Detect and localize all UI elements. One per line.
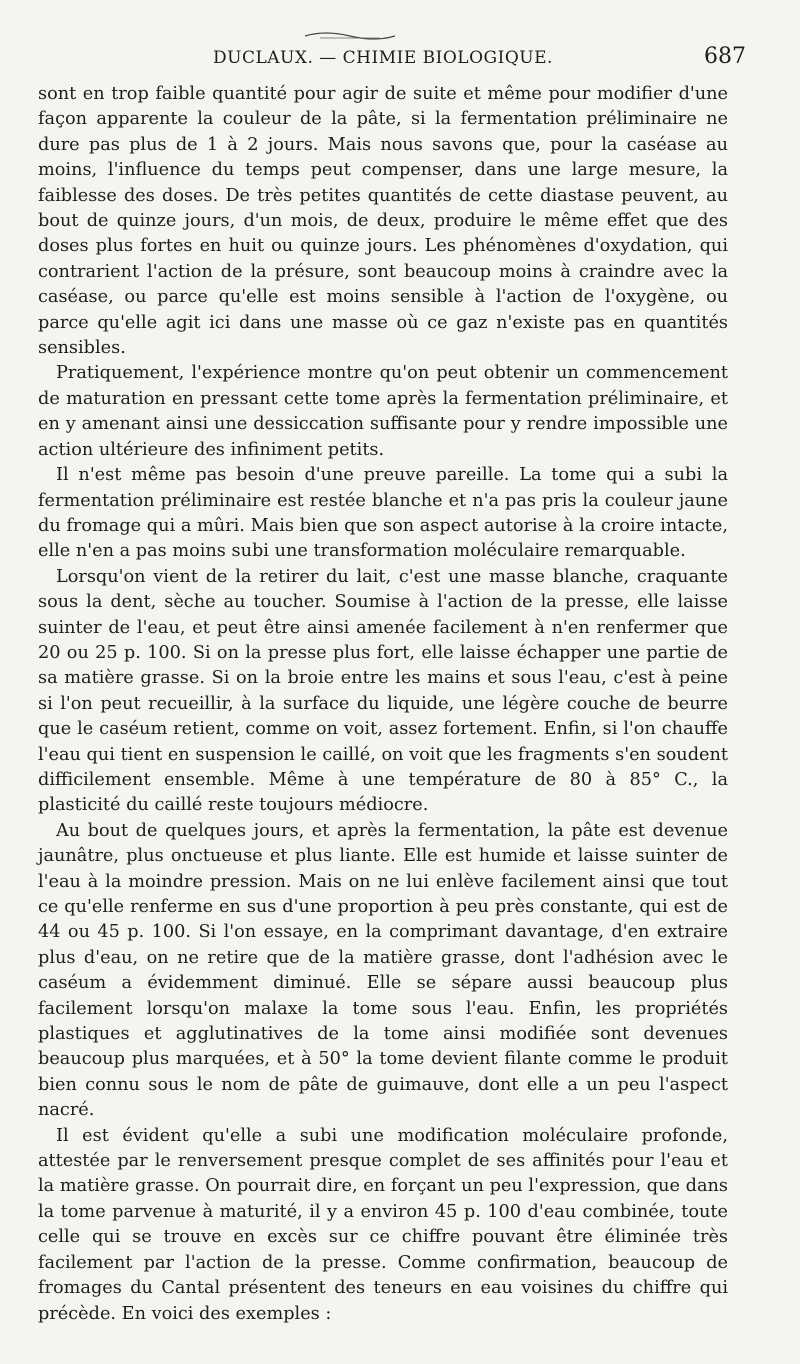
paragraph: sont en trop faible quantité pour agir de suite et même pour modifier d'une façon apparente la couleur de la pâte, si la fermentation préliminaire ne dure pas plus de 1 à 2 jours. Mais nous savons que, pour la caséase au moins, l'influence du temps peut compenser, dans une large mesure, la faiblesse des doses. De très petites quantités de cette diastase peuvent, au bout de quinze jours, d'un mois, de deux, produire le même effet que des doses plus fortes en huit ou quinze jours. Les phénomènes d'oxydation, qui contrarient l'action de la présure, sont beaucoup moins à craindre avec la caséase, ou parce qu'elle est moins sensible à l'action de l'oxygène, ou parce qu'elle agit ici dans une masse où ce gaz n'existe pas en quantités sensibles. [38, 84, 728, 359]
page-header [38, 44, 746, 78]
paragraph: Pratiquement, l'expérience montre qu'on peut obtenir un commencement de maturation en pressant cette tome après la fermentation préliminaire, et en y amenant ainsi une dessiccation suffisante pour y rendre impossible une action ultérieure des infiniment petits. [38, 363, 728, 460]
page-number: 687 [704, 44, 746, 69]
paragraph: Lorsqu'on vient de la retirer du lait, c'est une masse blanche, craquante sous la dent, sèche au toucher. Soumise à l'action de la presse, elle laisse suinter de l'eau, et peut être ainsi amenée facilement à n'en renfermer que 20 ou 25 p. 100. Si on la presse plus fort, elle laisse échapper une partie de sa matière grasse. Si on la broie entre les mains et sous l'eau, c'est à peine si l'on peut recueillir, à la surface du liquide, une légère couche de beurre que le caséum retient, comme on voit, assez fortement. Enfin, si l'on chauffe l'eau qui tient en suspension le caillé, on voit que les fragments s'en soudent difficilement ensemble. Même à une température de 80 à 85° C., la plasticité du caillé reste toujours médiocre. [38, 566, 728, 816]
printer-ornament [300, 30, 400, 42]
paragraph: Il est évident qu'elle a subi une modification moléculaire profonde, attestée par le renversement presque complet de ses affinités pour l'eau et la matière grasse. On pourrait dire, en forçant un peu l'expression, que dans la tome parvenue à maturité, il y a environ 45 p. 100 d'eau combinée, toute celle qui se trouve en excès sur ce chiffre pouvant être éliminée très facilement par l'action de la presse. Comme confirmation, beaucoup de fromages du Cantal présentent des teneurs en eau voisines du chiffre qui précède. En voici des exemples : [38, 1125, 728, 1324]
running-title: DUCLAUX. — CHIMIE BIOLOGIQUE. [213, 48, 553, 68]
paragraph: Il n'est même pas besoin d'une preuve pareille. La tome qui a subi la fermentation préliminaire est restée blanche et n'a pas pris la couleur jaune du fromage qui a mûri. Mais bien que son aspect autorise à la croire intacte, elle n'en a pas moins subi une transformation moléculaire remarquable. [38, 465, 728, 562]
body-text [38, 82, 728, 1327]
paragraph: Au bout de quelques jours, et après la fermentation, la pâte est devenue jaunâtre, plus onctueuse et plus liante. Elle est humide et laisse suinter de l'eau à la moindre pression. Mais on ne lui enlève facilement ainsi que tout ce qu'elle renferme en sus d'une proportion à peu près constante, qui est de 44 ou 45 p. 100. Si l'on essaye, en la comprimant davantage, d'en extraire plus d'eau, on ne retire que de la matière grasse, dont l'adhésion avec le caséum a évidemment diminué. Elle se sépare aussi beaucoup plus facilement lorsqu'on malaxe la tome sous l'eau. Enfin, les propriétés plastiques et agglutinatives de la tome ainsi modifiée sont devenues beaucoup plus marquées, et à 50° la tome devient filante comme le produit bien connu sous le nom de pâte de guimauve, dont elle a un peu l'aspect nacré. [38, 820, 728, 1121]
